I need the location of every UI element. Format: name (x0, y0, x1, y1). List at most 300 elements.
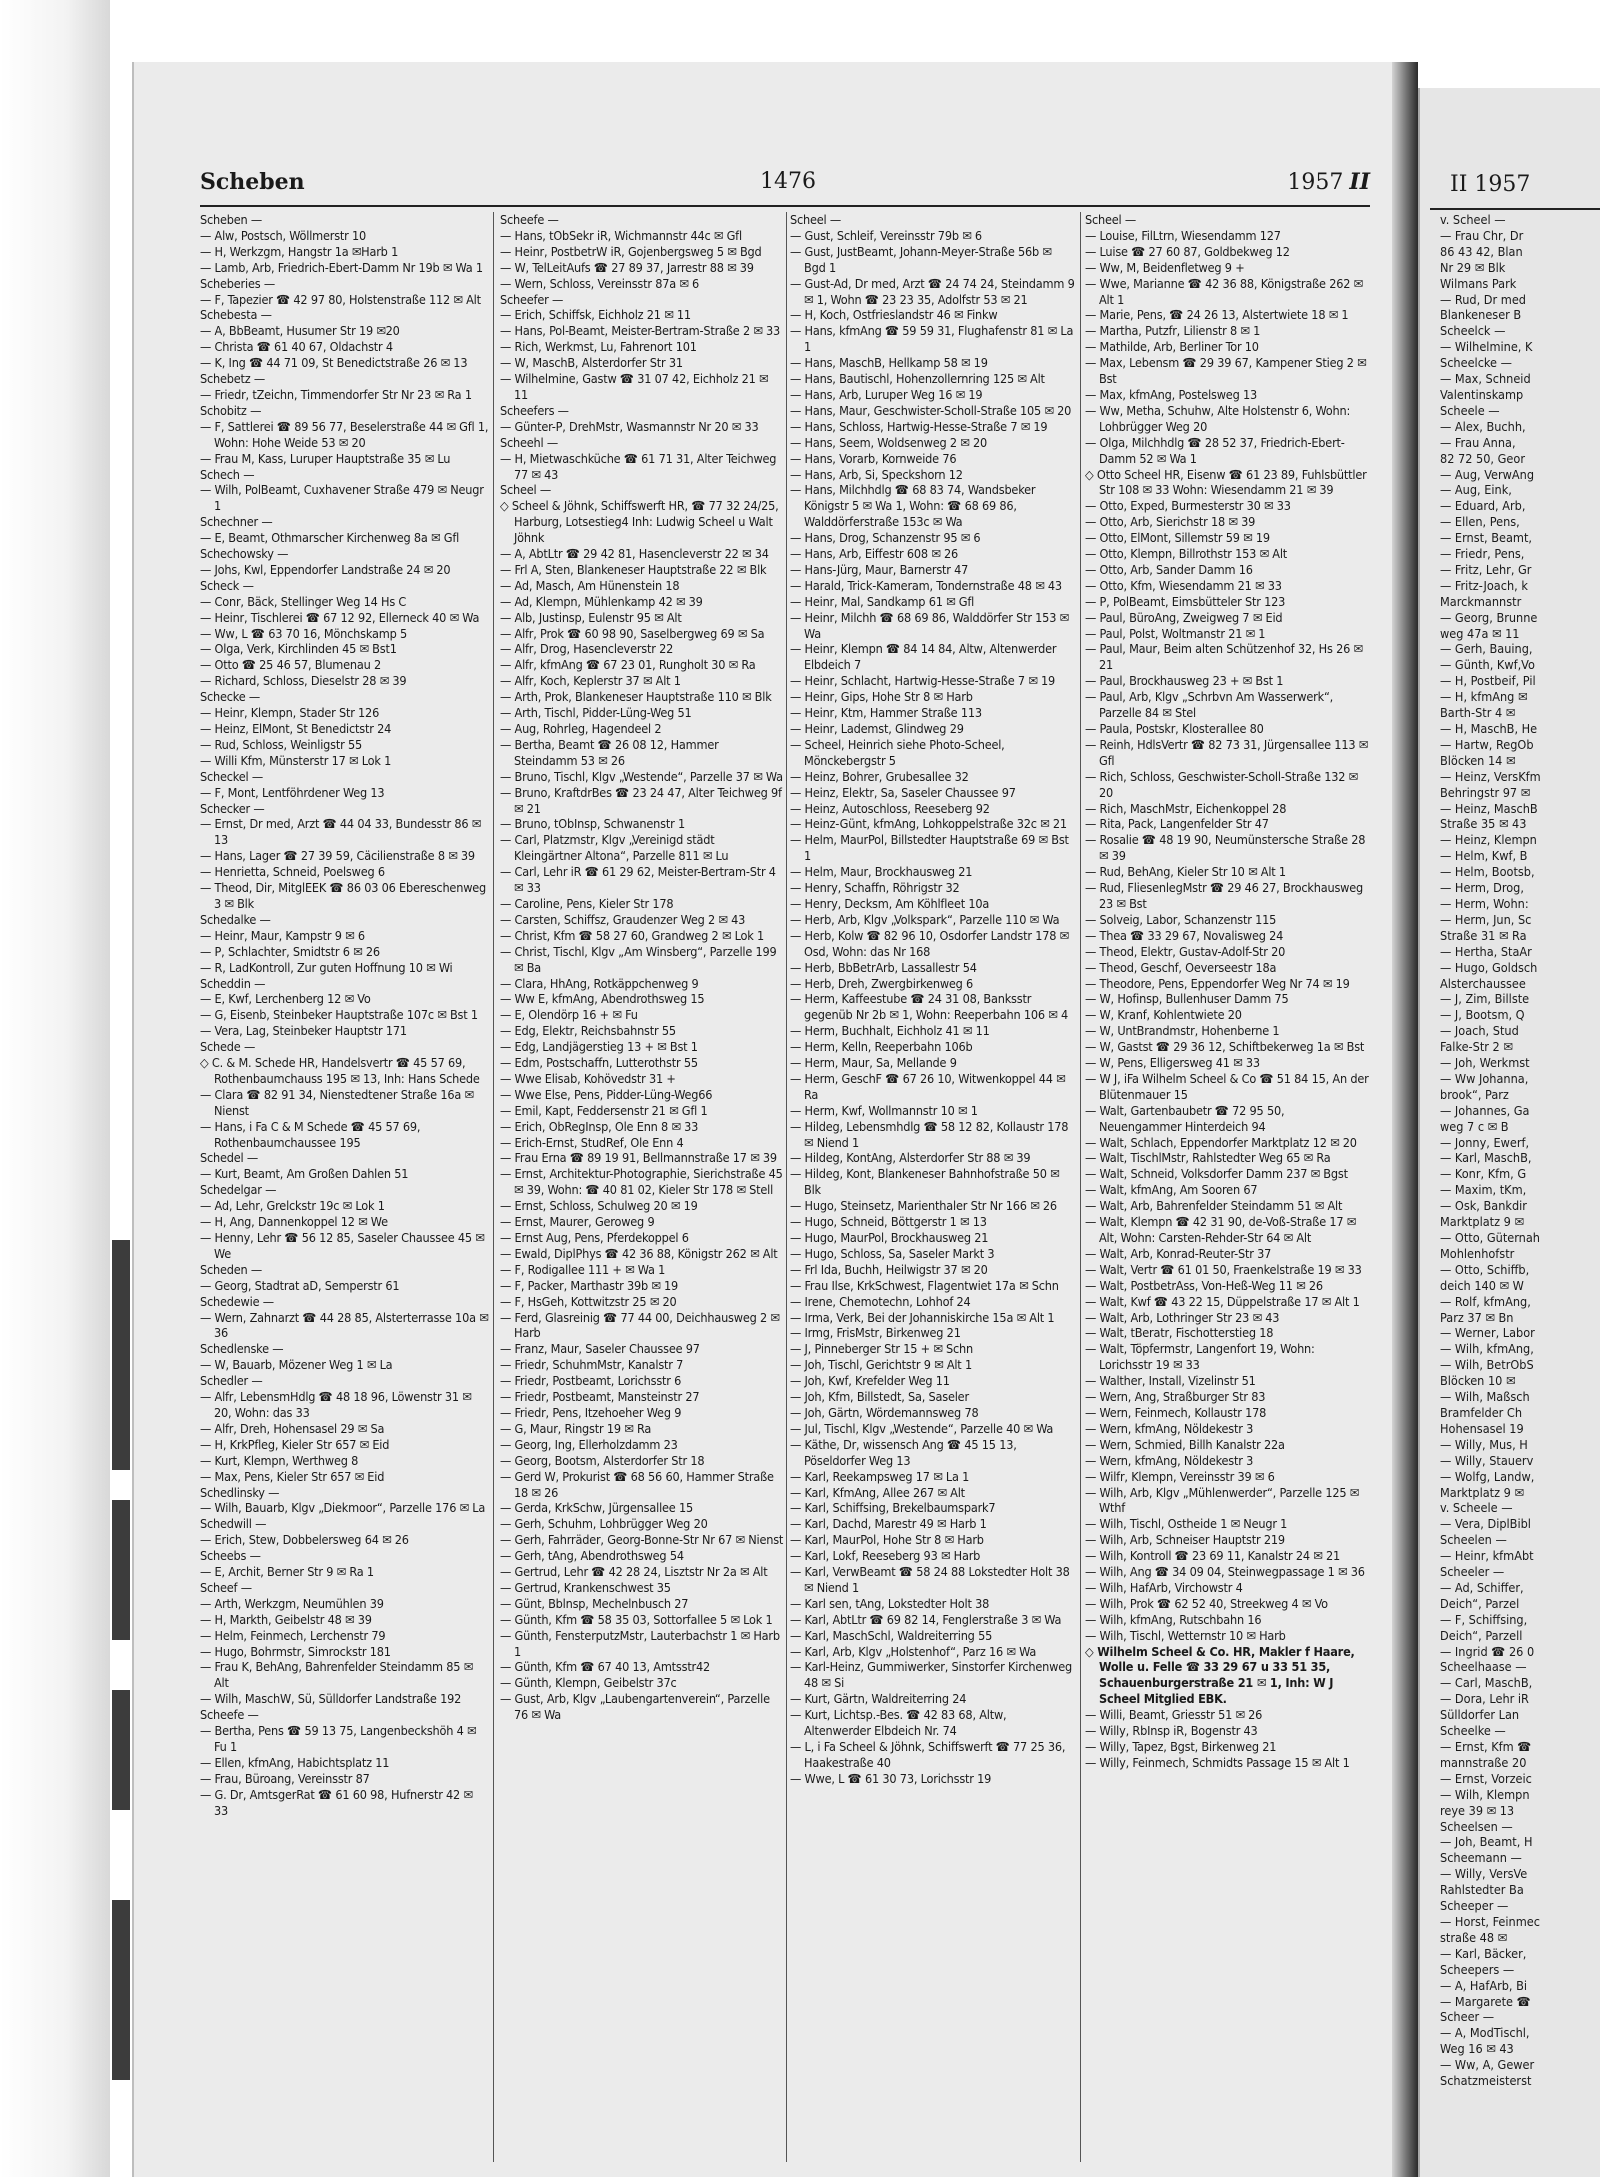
directory-entry: — Wilh, Arb, Klgv „Mühlenwerder“, Parzelle 125 ✉ Wthf (1085, 1484, 1360, 1516)
directory-entry: — Edm, Postschaffn, Lutterothstr 55 (500, 1055, 698, 1071)
directory-entry: — Gust, JustBeamt, Johann-Meyer-Straße 56b ✉ Bgd 1 (790, 243, 1052, 275)
directory-entry: — Harald, Trick-Kameram, Tondernstraße 48 ✉ 43 (790, 577, 1062, 593)
directory-entry: — Friedr, SchuhmMstr, Kanalstr 7 (500, 1357, 684, 1373)
directory-entry: — Karl, Dachd, Marestr 49 ✉ Harb 1 (790, 1516, 987, 1532)
facing-page-entry: — Ernst, Vorzeic (1440, 1770, 1532, 1786)
directory-entry: — Herb, Arb, Klgv „Volkspark“, Parzelle 110 ✉ Wa (790, 911, 1060, 927)
facing-page-entry: mannstraße 20 (1440, 1754, 1527, 1770)
directory-entry: — Heinr, PostbetrW iR, Gojenbergsweg 5 ✉ Bgd (500, 243, 762, 259)
directory-entry: — Karl-Heinz, Gummiwerker, Sinstorfer Kirchenweg 48 ✉ Si (790, 1659, 1072, 1691)
surname-heading: Schech — (200, 466, 255, 482)
facing-page-entry: Straße 35 ✉ 43 (1440, 816, 1527, 832)
facing-page-entry: — Ww, A, Gewer (1440, 2057, 1535, 2073)
directory-entry: — Alb, Justinsp, Eulenstr 95 ✉ Alt (500, 609, 682, 625)
facing-page-entry: — H, kfmAng ✉ (1440, 689, 1528, 705)
directory-entry: — Georg, Bootsm, Alsterdorfer Str 18 (500, 1452, 705, 1468)
directory-entry: — Mathilde, Arb, Berliner Tor 10 (1085, 339, 1259, 355)
directory-entry: — Max, kfmAng, Postelsweg 13 (1085, 386, 1257, 402)
directory-entry: — Ernst Aug, Pens, Pferdekoppel 6 (500, 1230, 689, 1245)
surname-heading: Scheefers — (500, 402, 569, 418)
directory-entry: — Karl, AbtLtr ☎ 69 82 14, Fenglerstraße 3 ✉ Wa (790, 1611, 1062, 1627)
facing-page-year: II 1957 (1450, 172, 1531, 197)
directory-entry: — Hans, tObSekr iR, Wichmannstr 44c ✉ Gfl (500, 227, 742, 243)
directory-entry: — Ww, Metha, Schuhw, Alte Holstenstr 6, Wohn: Lohbrügger Weg 20 (1085, 402, 1351, 434)
facing-page-entry: — H, MaschB, He (1440, 721, 1538, 736)
directory-entry: — Walt, Klempn ☎ 42 31 90, de-Voß-Straße 17 ✉ Alt, Wohn: Carsten-Rehder-Str 64 ✉ Alt (1085, 1214, 1357, 1245)
facing-page-entry: — Max, Schneid (1440, 371, 1531, 387)
directory-entry: — A, AbtLtr ☎ 29 42 81, Hasencleverstr 22 ✉ 34 (500, 546, 769, 562)
directory-entry: — Lamb, Arb, Friedrich-Ebert-Damm Nr 19b ✉ Wa 1 (200, 259, 483, 275)
directory-entry: — Hildeg, Lebensmhdlg ☎ 58 12 82, Kollaustr 178 ✉ Niend 1 (790, 1118, 1069, 1150)
facing-page-entry: Schatzmeisterst (1440, 2073, 1532, 2089)
directory-entry: — Ferd, Glasreinig ☎ 77 44 00, Deichhausweg 2 ✉ Harb (500, 1309, 780, 1341)
directory-entry: — Wilh, Tischl, Ostheide 1 ✉ Neugr 1 (1085, 1516, 1288, 1532)
facing-page-entry: — Otto, Güternah (1440, 1230, 1540, 1245)
facing-page-entry: — Margarete ☎ (1440, 1993, 1531, 2009)
directory-entry: — Wern, Ang, Straßburger Str 83 (1085, 1389, 1266, 1405)
directory-entry: — Herm, Kwf, Wollmannstr 10 ✉ 1 (790, 1102, 978, 1118)
directory-entry: — Georg, Ing, Ellerholzdamm 23 (500, 1436, 678, 1452)
facing-page-entry: — Helm, Kwf, B (1440, 848, 1528, 864)
directory-entry: — Herb, BbBetrArb, Lassallestr 54 (790, 959, 977, 975)
directory-entry: — Ellen, kfmAng, Habichtsplatz 11 (200, 1754, 390, 1770)
directory-entry: — Helm, MaurPol, Billstedter Hauptstraße 69 ✉ Bst 1 (790, 832, 1069, 864)
facing-page-entry: Mohlenhofstr (1440, 1245, 1515, 1261)
directory-entry: — Alfr, Prok ☎ 60 98 90, Saselbergweg 69 ✉ Sa (500, 625, 765, 641)
facing-page-entry: — Heinz, Klempn (1440, 832, 1537, 848)
facing-page-entry: — Rolf, kfmAng, (1440, 1293, 1531, 1309)
directory-entry: — Otto, Kfm, Wiesendamm 21 ✉ 33 (1085, 577, 1282, 593)
directory-entry: — Paul, Maur, Beim alten Schützenhof 32, Hs 26 ✉ 21 (1085, 641, 1363, 673)
directory-entry: — Heinr, Maur, Kampstr 9 ✉ 6 (200, 927, 365, 943)
directory-entry: — Frl Ida, Buchh, Heilwigstr 37 ✉ 20 (790, 1261, 988, 1277)
directory-entry: — Heinr, Gips, Hohe Str 8 ✉ Harb (790, 689, 973, 705)
directory-entry: — Günth, Kfm ☎ 67 40 13, Amtsstr42 (500, 1659, 711, 1675)
directory-entry: — Karl, MaschSchl, Waldreiterring 55 (790, 1627, 993, 1643)
facing-page-entry: — Karl, Bäcker, (1440, 1945, 1527, 1961)
facing-page-entry: Falke-Str 2 ✉ (1440, 1039, 1513, 1055)
directory-entry: — Wern, kfmAng, Nöldekestr 3 (1085, 1452, 1254, 1468)
directory-entry: — Arth, Prok, Blankeneser Hauptstraße 110 ✉ Blk (500, 689, 772, 705)
directory-entry: — Wilh, Ang ☎ 34 09 04, Steinwegpassage 1 ✉ 36 (1085, 1564, 1365, 1580)
directory-entry: — H, Werkzgm, Hangstr 1a ✉Harb 1 (200, 243, 399, 259)
facing-page-entry: Behringstr 97 ✉ (1440, 784, 1531, 800)
directory-entry: — Walt, Arb, Konrad-Reuter-Str 37 (1085, 1245, 1272, 1261)
directory-entry: — Gerh, Schuhm, Lohbrügger Weg 20 (500, 1516, 708, 1532)
directory-entry: — Irene, Chemotechn, Lohhof 24 (790, 1293, 971, 1309)
directory-entry: — Ad, Klempn, Mühlenkamp 42 ✉ 39 (500, 593, 703, 609)
facing-page-entry: v. Scheele — (1440, 1500, 1513, 1516)
directory-entry: — F, Sattlerei ☎ 89 56 77, Beselerstraße 44 ✉ Gfl 1, Wohn: Hohe Weide 53 ✉ 20 (200, 418, 489, 450)
directory-entry: — Gertrud, Krankenschwest 35 (500, 1579, 671, 1595)
directory-entry: — Edg, Elektr, Reichsbahnstr 55 (500, 1023, 676, 1039)
directory-entry: — Christa ☎ 61 40 67, Oldachstr 4 (200, 339, 393, 355)
directory-entry: — Wern, Schmied, Billh Kanalstr 22a (1085, 1436, 1285, 1452)
directory-entry: — Alfr, Koch, Keplerstr 37 ✉ Alt 1 (500, 673, 681, 689)
directory-entry: — Erich-Ernst, StudRef, Ole Enn 4 (500, 1134, 684, 1150)
volume: II (1349, 169, 1370, 195)
directory-entry: — Hugo, Schloss, Sa, Saseler Markt 3 (790, 1245, 995, 1261)
directory-entry: — Bertha, Beamt ☎ 26 08 12, Hammer Steindamm 53 ✉ 26 (500, 736, 719, 768)
surname-heading: Schobitz — (200, 402, 262, 418)
binding-strip (112, 1690, 130, 1810)
surname-heading: Scheberies — (200, 275, 275, 291)
facing-page-entry: deich 140 ✉ W (1440, 1277, 1524, 1293)
directory-entry: — Wern, Zahnarzt ☎ 44 28 85, Alsterterrasse 10a ✉ 36 (200, 1309, 489, 1341)
directory-entry: — Heinr, Lademst, Glindweg 29 (790, 721, 964, 736)
directory-entry: — H, Markth, Geibelstr 48 ✉ 39 (200, 1611, 372, 1627)
directory-entry: — E, Kwf, Lerchenberg 12 ✉ Vo (200, 991, 371, 1007)
surname-heading: Scheck — (200, 577, 254, 593)
directory-column-3 (790, 212, 1075, 2172)
directory-entry: — Aug, Rohrleg, Hagendeel 2 (500, 721, 662, 736)
directory-entry: — Gust-Ad, Dr med, Arzt ☎ 24 74 24, Steindamm 9 ✉ 1, Wohn ☎ 23 23 35, Adolfstr 53 ✉ 21 (790, 275, 1075, 307)
directory-entry: — Walt, TischlMstr, Rahlstedter Weg 65 ✉ Ra (1085, 1150, 1331, 1166)
facing-page-entry: weg 7 c ✉ B (1440, 1118, 1509, 1134)
surname-heading: Schedlinsky — (200, 1484, 280, 1500)
directory-entry: — F, Mont, Lentföhrdener Weg 13 (200, 784, 385, 800)
directory-entry: — Frau Ilse, KrkSchwest, Flagentwiet 17a ✉ Schn (790, 1277, 1059, 1293)
directory-entry: — Karl, KfmAng, Allee 267 ✉ Alt (790, 1484, 965, 1500)
directory-entry: — Hildeg, Kont, Blankeneser Bahnhofstraße 50 ✉ Blk (790, 1166, 1060, 1198)
directory-entry: — H, Mietwaschküche ☎ 61 71 31, Alter Teichweg 77 ✉ 43 (500, 450, 777, 482)
facing-page-entry: — Osk, Bankdir (1440, 1198, 1527, 1214)
surname-heading: Scheel — (500, 482, 552, 498)
directory-entry: — Walt, Kwf ☎ 43 22 15, Düppelstraße 17 ✉ Alt 1 (1085, 1293, 1360, 1309)
directory-entry: — Otto, Klempn, Billrothstr 153 ✉ Alt (1085, 546, 1288, 562)
year-volume (1287, 169, 1370, 195)
surname-heading: Scheefe — (500, 212, 559, 227)
directory-entry: — Frau, Büroang, Vereinsstr 87 (200, 1770, 370, 1786)
facing-page-entry: — Aug, Eink, (1440, 482, 1512, 498)
directory-entry: — Heinr, Klempn ☎ 84 14 84, Altw, Altenwerder Elbdeich 7 (790, 641, 1057, 673)
directory-entry: — Carl, Lehr iR ☎ 61 29 62, Meister-Bertram-Str 4 ✉ 33 (500, 864, 776, 896)
directory-entry: — Paul, BüroAng, Zweigweg 7 ✉ Eid (1085, 609, 1283, 625)
directory-entry: — Joh, Tischl, Gerichtstr 9 ✉ Alt 1 (790, 1357, 972, 1373)
directory-entry: — Alfr, LebensmHdlg ☎ 48 18 96, Löwenstr 31 ✉ 20, Wohn: das 33 (200, 1389, 472, 1420)
facing-page-entry: — Wolfg, Landw, (1440, 1468, 1535, 1484)
facing-page-entry: Parz 37 ✉ Bn (1440, 1309, 1514, 1325)
directory-entry: — Hans, Arb, Luruper Weg 16 ✉ 19 (790, 386, 983, 402)
surname-heading: Schechner — (200, 514, 273, 530)
directory-entry: — Friedr, tZeichn, Timmendorfer Str Nr 23 ✉ Ra 1 (200, 386, 472, 402)
directory-entry: — Alfr, kfmAng ☎ 67 23 01, Rungholt 30 ✉ Ra (500, 657, 756, 673)
facing-page-entry: — Karl, MaschB, (1440, 1150, 1532, 1166)
directory-entry: — Gust, Schleif, Vereinsstr 79b ✉ 6 (790, 227, 982, 243)
directory-entry: — F, HsGeh, Kottwitzstr 25 ✉ 20 (500, 1293, 677, 1309)
facing-page-entry: — Wilhelmine, K (1440, 339, 1533, 355)
directory-entry: — Heinz, ElMont, St Benedictstr 24 (200, 721, 392, 736)
directory-entry: — Günth, Kfm ☎ 58 35 03, Sottorfallee 5 ✉ Lok 1 (500, 1611, 773, 1627)
directory-entry: — Clara ☎ 82 91 34, Nienstedtener Straße 16a ✉ Nienst (200, 1086, 474, 1118)
facing-page-entry: — Ingrid ☎ 26 0 (1440, 1643, 1535, 1659)
facing-page-entry: 82 72 50, Geor (1440, 450, 1525, 466)
directory-entry: — Herb, Kolw ☎ 82 96 10, Osdorfer Landstr 178 ✉ Osd, Wohn: das Nr 168 (790, 927, 1069, 959)
directory-entry: — Rosalie ☎ 48 19 90, Neumünstersche Straße 28 ✉ 39 (1085, 832, 1366, 864)
directory-column-2 (500, 212, 785, 2172)
directory-entry: — Max, Lebensm ☎ 29 39 67, Kampener Stieg 2 ✉ Bst (1085, 355, 1367, 387)
directory-entry: — Herm, Kelln, Reeperbahn 106b (790, 1039, 973, 1055)
facing-page-entry: — Rud, Dr med (1440, 291, 1526, 307)
directory-entry: — Wilh, Kontroll ☎ 23 69 11, Kanalstr 24 ✉ 21 (1085, 1548, 1340, 1564)
directory-entry: — Hugo, Steinsetz, Marienthaler Str Nr 166 ✉ 26 (790, 1198, 1057, 1214)
directory-entry: — E, Archit, Berner Str 9 ✉ Ra 1 (200, 1564, 374, 1580)
directory-entry: — Ad, Masch, Am Hünenstein 18 (500, 577, 680, 593)
directory-entry: — Franz, Maur, Saseler Chaussee 97 (500, 1341, 700, 1357)
directory-entry: — Walt, tBeratr, Fischotterstieg 18 (1085, 1325, 1274, 1341)
directory-entry: — Walt, PostbetrAss, Von-Heß-Weg 11 ✉ 26 (1085, 1277, 1323, 1293)
directory-entry: — Otto, Arb, Sierichstr 18 ✉ 39 (1085, 514, 1256, 530)
facing-page-entry: — Wilh, kfmAng, (1440, 1341, 1534, 1357)
facing-page-entry: — Heinz, VersKfm (1440, 768, 1541, 784)
facing-page-entry: Blöcken 14 ✉ (1440, 752, 1516, 768)
directory-entry: — Henny, Lehr ☎ 56 12 85, Saseler Chaussee 45 ✉ We (200, 1230, 485, 1261)
surname-heading: Schecke — (200, 689, 261, 705)
facing-page-entry: Scheelcke — (1440, 355, 1512, 371)
directory-entry: — Helm, Maur, Brockhausweg 21 (790, 864, 973, 880)
facing-page-entry: — Ad, Schiffer, (1440, 1579, 1524, 1595)
facing-page-entry: — Maxim, tKm, (1440, 1182, 1527, 1198)
facing-page-entry: Blankeneser B (1440, 307, 1522, 323)
directory-entry: — Max, Pens, Kieler Str 657 ✉ Eid (200, 1468, 385, 1484)
directory-entry: — Theod, Elektr, Gustav-Adolf-Str 20 (1085, 943, 1286, 959)
book-gutter (1392, 62, 1418, 2177)
directory-entry: — Karl, MaurPol, Hohe Str 8 ✉ Harb (790, 1532, 984, 1548)
directory-entry: — Heinr, Ktm, Hammer Straße 113 (790, 705, 982, 721)
facing-page-entry: — Hugo, Goldsch (1440, 959, 1538, 975)
directory-entry: — Ww E, kfmAng, Abendrothsweg 15 (500, 991, 705, 1007)
directory-entry: — Bertha, Pens ☎ 59 13 75, Langenbeckshöh 4 ✉ Fu 1 (200, 1723, 477, 1754)
directory-entry: — Hans-Jürg, Maur, Barnerstr 47 (790, 561, 969, 577)
surname-heading: Scheef — (200, 1579, 252, 1595)
directory-entry: — Arth, Tischl, Pidder-Lüng-Weg 51 (500, 705, 692, 721)
directory-entry: — Clara, HhAng, Rotkäppchenweg 9 (500, 975, 699, 991)
directory-entry: — W J, iFa Wilhelm Scheel & Co ☎ 51 84 15, An der Blütenmauer 15 (1085, 1070, 1369, 1102)
surname-heading: Schedalke — (200, 911, 271, 927)
directory-entry: — Rud, Schloss, Weinligstr 55 (200, 736, 362, 752)
directory-entry: — Gerd W, Prokurist ☎ 68 56 60, Hammer Straße 18 ✉ 26 (500, 1468, 774, 1500)
directory-entry: — Walt, Schneid, Volksdorfer Damm 237 ✉ Bgst (1085, 1166, 1348, 1182)
directory-entry: — Kurt, Gärtn, Waldreiterring 24 (790, 1691, 967, 1707)
directory-entry: — Hans, Arb, Si, Speckshorn 12 (790, 466, 963, 482)
surname-heading: Schebesta — (200, 307, 272, 323)
directory-entry: — Paul, Arb, Klgv „Schrbvn Am Wasserwerk“, Parzelle 84 ✉ Stel (1085, 689, 1334, 721)
directory-entry: — Emil, Kapt, Feddersenstr 21 ✉ Gfl 1 (500, 1102, 708, 1118)
facing-page-entry: brook“, Parz (1440, 1086, 1509, 1102)
directory-entry: — Ernst, Architektur-Photographie, Sierichstraße 45 ✉ 39, Wohn: ☎ 40 81 02, Kieler Str 178 ✉ Stell (500, 1166, 783, 1198)
directory-entry: — G, Maur, Ringstr 19 ✉ Ra (500, 1420, 652, 1436)
directory-entry: — Gertrud, Lehr ☎ 42 28 24, Lisztstr Nr 2a ✉ Alt (500, 1564, 768, 1580)
directory-entry: — Erich, ObRegInsp, Ole Enn 8 ✉ 33 (500, 1118, 699, 1134)
facing-page-entry: — Otto, Schiffb, (1440, 1261, 1530, 1277)
binding-strip (112, 1900, 130, 2080)
directory-entry: — Günth, FensterputzMstr, Lauterbachstr 1 ✉ Harb 1 (500, 1627, 780, 1659)
facing-page-entry: — Wilh, Maßsch (1440, 1389, 1530, 1405)
directory-entry: — Johs, Kwl, Eppendorfer Landstraße 24 ✉ 20 (200, 561, 451, 577)
directory-entry: — Walt, Schlach, Eppendorfer Marktplatz 12 ✉ 20 (1085, 1134, 1357, 1150)
facing-page-entry: Rahlstedter Ba (1440, 1882, 1524, 1898)
directory-entry: — Wilh, Arb, Schneiser Hauptstr 219 (1085, 1532, 1285, 1548)
directory-entry: — Bruno, Tischl, Klgv „Westende“, Parzelle 37 ✉ Wa (500, 768, 783, 784)
directory-entry: — Willy, RbInsp iR, Bogenstr 43 (1085, 1723, 1258, 1739)
facing-page-entry: — Ellen, Pens, (1440, 514, 1520, 530)
facing-page-entry: — Heinz, MaschB (1440, 800, 1538, 816)
directory-entry: — Paula, Postskr, Klosterallee 80 (1085, 721, 1264, 736)
directory-entry: — Frau M, Kass, Luruper Hauptstraße 35 ✉ Lu (200, 450, 451, 466)
directory-entry: — P, Schlachter, Smidtstr 6 ✉ 26 (200, 943, 380, 959)
facing-page-entry: Bramfelder Ch (1440, 1404, 1523, 1420)
directory-entry: — Friedr, Postbeamt, Lorichsstr 6 (500, 1373, 682, 1389)
directory-entry: — Conr, Bäck, Stellinger Weg 14 Hs C (200, 593, 407, 609)
directory-entry: — Irma, Verk, Bei der Johanniskirche 15a ✉ Alt 1 (790, 1309, 1055, 1325)
directory-entry: — Willi, Beamt, Griesstr 51 ✉ 26 (1085, 1707, 1263, 1723)
facing-page-entry: — Frau Anna, (1440, 434, 1516, 450)
facing-page-entry: Scheelsen — (1440, 1818, 1513, 1834)
directory-entry: — Helm, Feinmech, Lerchenstr 79 (200, 1627, 386, 1643)
directory-entry: — Günth, Klempn, Geibelstr 37c (500, 1675, 677, 1691)
directory-entry: — Luise ☎ 27 60 87, Goldbekweg 12 (1085, 243, 1290, 259)
directory-entry: — Herm, Buchhalt, Eichholz 41 ✉ 11 (790, 1023, 990, 1039)
directory-entry: — Karl, Arb, Klgv „Holstenhof“, Parz 16 ✉ Wa (790, 1643, 1037, 1659)
directory-entry: — Hans, Seem, Woldsenweg 2 ✉ 20 (790, 434, 987, 450)
facing-page-entry: — Hartw, RegOb (1440, 736, 1534, 752)
directory-entry: — Erich, Schiffsk, Eichholz 21 ✉ 11 (500, 307, 691, 323)
directory-entry: — Carsten, Schiffsz, Graudenzer Weg 2 ✉ 43 (500, 911, 746, 927)
directory-entry: — Wilh, Bauarb, Klgv „Diekmoor“, Parzelle 176 ✉ La (200, 1500, 486, 1516)
directory-entry: — Olga, Verk, Kirchlinden 45 ✉ Bst1 (200, 641, 397, 657)
directory-entry: — Rich, Schloss, Geschwister-Scholl-Straße 132 ✉ 20 (1085, 768, 1358, 800)
facing-page-entry: — Herm, Drog, (1440, 880, 1524, 896)
directory-entry: — Willy, Feinmech, Schmidts Passage 15 ✉ Alt 1 (1085, 1754, 1350, 1770)
directory-entry: — Hans, Schloss, Hartwig-Hesse-Straße 7 ✉ 19 (790, 418, 1048, 434)
scan-margin (0, 0, 110, 2177)
directory-entry: — Karl, VerwBeamt ☎ 58 24 88 Lokstedter Holt 38 ✉ Niend 1 (790, 1564, 1070, 1595)
directory-entry: — Wern, Schloss, Vereinsstr 87a ✉ 6 (500, 275, 700, 291)
directory-entry: — W, TelLeitAufs ☎ 27 89 37, Jarrestr 88 ✉ 39 (500, 259, 754, 275)
page-header (200, 165, 1370, 207)
facing-page-entry: Scheer — (1440, 2009, 1495, 2025)
directory-entry: — Otto, Exped, Burmesterstr 30 ✉ 33 (1085, 498, 1291, 514)
year: 1957 (1287, 170, 1344, 195)
facing-page-entry: Scheelke — (1440, 1723, 1506, 1739)
facing-page-entry: — J, Bootsm, Q (1440, 1007, 1525, 1023)
directory-entry: — Bruno, tObInsp, Schwanenstr 1 (500, 816, 685, 832)
directory-entry: — Friedr, Postbeamt, Mansteinstr 27 (500, 1389, 700, 1405)
directory-entry: ◇ Wilhelm Scheel & Co. HR, Makler f Haare, Wolle u. Felle ☎ 33 29 67 u 33 51 35, Schauenburgerstraße 21 ✉ 1, Inh: W J Scheel Mitglied EBK. (1085, 1643, 1355, 1707)
directory-entry: — Theodore, Pens, Eppendorfer Weg Nr 74 ✉ 19 (1085, 975, 1350, 991)
surname-heading: Scheden — (200, 1261, 263, 1277)
directory-entry: — W, Bauarb, Mözener Weg 1 ✉ La (200, 1357, 393, 1373)
directory-entry: — Gust, Arb, Klgv „Laubengartenverein“, Parzelle 76 ✉ Wa (500, 1691, 770, 1723)
directory-entry: — Hans, i Fa C & M Schede ☎ 45 57 69, Rothenbaumchaussee 195 (200, 1118, 421, 1150)
directory-entry: — H, Koch, Ostfrieslandstr 46 ✉ Finkw (790, 307, 998, 323)
directory-entry: — Irmg, FrisMstr, Birkenweg 21 (790, 1325, 961, 1341)
directory-entry: — Walt, kfmAng, Am Sooren 67 (1085, 1182, 1258, 1198)
surname-heading: Schedlenske — (200, 1341, 284, 1357)
facing-page-column (1440, 212, 1600, 2172)
facing-page-entry: Wilmans Park (1440, 275, 1517, 291)
directory-entry: — Wwe Else, Pens, Pidder-Lüng-Weg66 (500, 1086, 713, 1102)
directory-entry: — Paul, Brockhausweg 23 + ✉ Bst 1 (1085, 673, 1284, 689)
facing-page-entry: Blöcken 10 ✉ (1440, 1373, 1516, 1389)
directory-entry: — Herm, Maur, Sa, Mellande 9 (790, 1055, 957, 1071)
surname-heading: Scheel — (790, 212, 842, 227)
facing-page-entry: — Joach, Stud (1440, 1023, 1519, 1039)
directory-entry: — Gerh, tAng, Abendrothsweg 54 (500, 1548, 684, 1564)
directory-entry: — Rita, Pack, Langenfelder Str 47 (1085, 816, 1269, 832)
directory-entry: — Heinz, Elektr, Sa, Saseler Chaussee 97 (790, 784, 1016, 800)
surname-heading: Scheehl — (500, 434, 559, 450)
facing-page-entry: — Willy, VersVe (1440, 1866, 1528, 1882)
directory-entry: — H, Ang, Dannenkoppel 12 ✉ We (200, 1214, 388, 1230)
surname-heading: Scheel — (1085, 212, 1137, 227)
facing-page-entry: Marktplatz 9 ✉ (1440, 1484, 1524, 1500)
facing-page-entry: — Herm, Jun, Sc (1440, 911, 1532, 927)
surname-heading: Schedwill — (200, 1516, 267, 1532)
directory-entry: — Hans, Bautischl, Hohenzollernring 125 ✉ Alt (790, 371, 1045, 387)
facing-page-entry: — H, Postbeif, Pil (1440, 673, 1536, 689)
facing-page-entry: — Dora, Lehr iR (1440, 1691, 1529, 1707)
facing-page-entry: — Joh, Werkmst (1440, 1055, 1530, 1071)
facing-page-entry: — Friedr, Pens, (1440, 546, 1525, 562)
directory-entry: — Hugo, Schneid, Böttgerstr 1 ✉ 13 (790, 1214, 987, 1230)
directory-entry: — Walt, Vertr ☎ 61 01 50, Fraenkelstraße 19 ✉ 33 (1085, 1261, 1362, 1277)
directory-entry: — Heinz, Autoschloss, Reeseberg 92 (790, 800, 990, 816)
directory-entry: — Christ, Kfm ☎ 58 27 60, Grandweg 2 ✉ Lok 1 (500, 927, 765, 943)
directory-entry: — Heinr, Milchh ☎ 68 69 86, Walddörfer Str 153 ✉ Wa (790, 609, 1069, 641)
facing-page-entry: Sülldorfer Lan (1440, 1707, 1520, 1723)
directory-entry: — H, KrkPfleg, Kieler Str 657 ✉ Eid (200, 1436, 390, 1452)
directory-entry: — Heinz-Günt, kfmAng, Lohkoppelstraße 32c ✉ 21 (790, 816, 1067, 832)
directory-entry: — Theod, Geschf, Oeverseestr 18a (1085, 959, 1277, 975)
directory-entry: — Frau K, BehAng, Bahrenfelder Steindamm 85 ✉ Alt (200, 1659, 473, 1691)
directory-entry: — Arth, Werkzgm, Neumühlen 39 (200, 1595, 384, 1611)
surname-heading: Schedler — (200, 1373, 263, 1389)
running-head-surname: Scheben (200, 169, 305, 195)
directory-entry: — F, Tapezier ☎ 42 97 80, Holstenstraße 112 ✉ Alt (200, 291, 481, 307)
facing-page-entry: Valentinskamp (1440, 386, 1524, 402)
directory-entry: — Hans, Lager ☎ 27 39 59, Cäcilienstraße 8 ✉ 39 (200, 848, 475, 864)
directory-entry: — Wilfr, Klempn, Vereinsstr 39 ✉ 6 (1085, 1468, 1275, 1484)
directory-entry: — Wilh, Tischl, Wetternstr 10 ✉ Harb (1085, 1627, 1286, 1643)
directory-entry: — Henrietta, Schneid, Poelsweg 6 (200, 864, 385, 880)
directory-entry: — Wilh, kfmAng, Rutschbahn 16 (1085, 1611, 1262, 1627)
directory-entry: — Rud, FliesenlegMstr ☎ 29 46 27, Brockhausweg 23 ✉ Bst (1085, 880, 1364, 911)
directory-entry: — Paul, Polst, Woltmanstr 21 ✉ 1 (1085, 625, 1266, 641)
facing-page-entry: — Ww Johanna, (1440, 1070, 1529, 1086)
directory-entry: ◇ C. & M. Schede HR, Handelsvertr ☎ 45 57 69, Rothenbaumchauss 195 ✉ 13, Inh: Hans Schede (200, 1055, 480, 1086)
directory-entry: — Hans, Maur, Geschwister-Scholl-Straße 105 ✉ 20 (790, 402, 1072, 418)
directory-entry: — Herm, Kaffeestube ☎ 24 31 08, Banksstr gegenüb Nr 2b ✉ 1, Wohn: Reeperbahn 106 ✉ 4 (790, 991, 1068, 1023)
directory-entry: — Kurt, Lichtsp.-Bes. ☎ 42 83 68, Altw, Altenwerder Elbdeich Nr. 74 (790, 1707, 1007, 1739)
binding-strip (112, 1240, 130, 1470)
directory-entry: — Edg, Landjägerstieg 13 + ✉ Bst 1 (500, 1039, 698, 1055)
directory-entry: — Joh, Kwf, Krefelder Weg 11 (790, 1373, 950, 1389)
surname-heading: Schechowsky — (200, 546, 289, 562)
directory-entry: — Wern, Feinmech, Kollaustr 178 (1085, 1404, 1267, 1420)
facing-page-entry: Straße 31 ✉ Ra (1440, 927, 1527, 943)
directory-entry: — Ww, L ☎ 63 70 16, Mönchskamp 5 (200, 625, 407, 641)
facing-page-entry: Scheeper — (1440, 1898, 1509, 1914)
directory-entry: — E, Olendörp 16 + ✉ Fu (500, 1007, 638, 1023)
facing-page-entry: — Carl, MaschB, (1440, 1675, 1533, 1691)
directory-entry: — Otto, ElMont, Sillemstr 59 ✉ 19 (1085, 530, 1270, 546)
directory-entry: — Heinr, Schlacht, Hartwig-Hesse-Straße 7 ✉ 19 (790, 673, 1056, 689)
directory-entry: — Frl A, Sten, Blankeneser Hauptstraße 22 ✉ Blk (500, 561, 767, 577)
facing-page-entry: — Alex, Buchh, (1440, 418, 1526, 434)
directory-entry: — Rich, MaschMstr, Eichenkoppel 28 (1085, 800, 1287, 816)
directory-entry: — Hugo, Bohrmstr, Simrockstr 181 (200, 1643, 391, 1659)
